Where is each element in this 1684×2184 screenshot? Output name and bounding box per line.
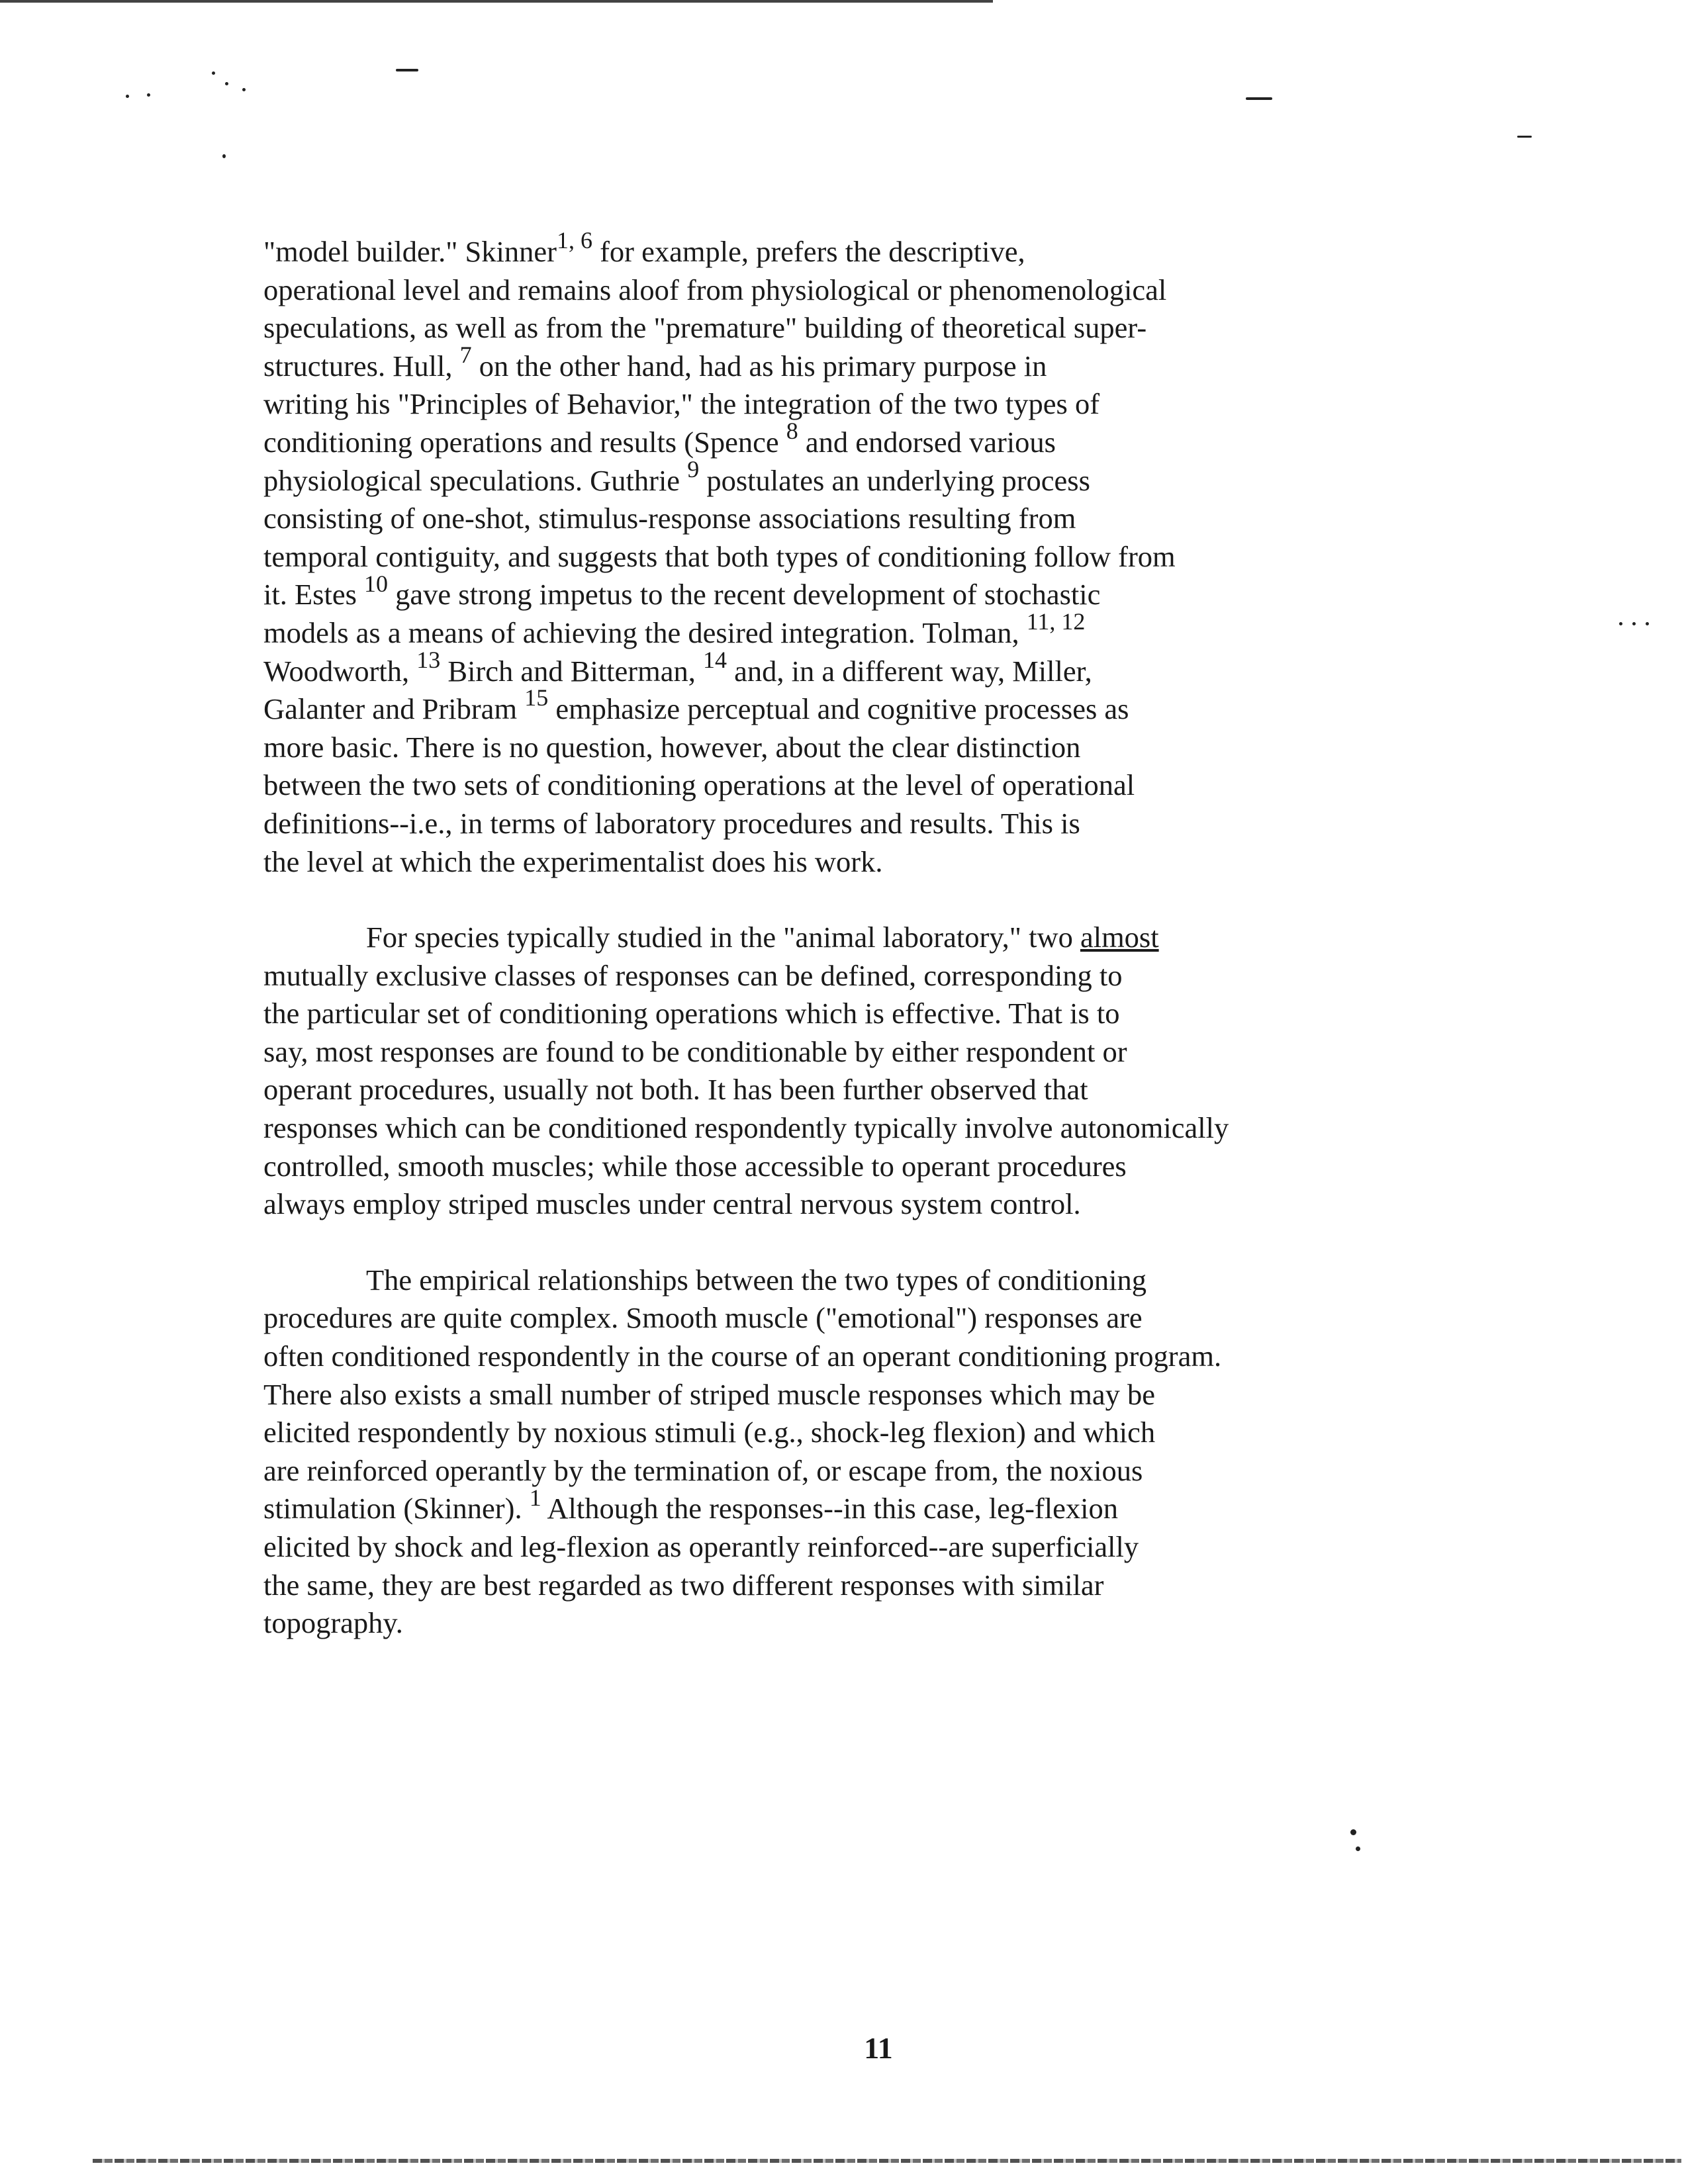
scan-speck bbox=[225, 82, 228, 85]
line: definitions--i.e., in terms of laboratory procedures and results. This is bbox=[263, 806, 1080, 840]
text-run: For species typically studied in the "animal laboratory," two bbox=[366, 921, 1080, 954]
text-run: emphasize perceptual and cognitive processes as bbox=[548, 692, 1129, 726]
paragraph-2 bbox=[263, 919, 1614, 1224]
text-run: postulates an underlying process bbox=[699, 463, 1090, 497]
line: temporal contiguity, and suggests that both types of conditioning follow from bbox=[263, 539, 1176, 573]
line: responses which can be conditioned respondently typically involve autonomically bbox=[263, 1111, 1229, 1145]
line bbox=[263, 341, 1047, 383]
line: between the two sets of conditioning operations at the level of operational bbox=[263, 768, 1135, 802]
citation-superscript: 7 bbox=[459, 341, 472, 368]
text-run: and, in a different way, Miller, bbox=[726, 654, 1092, 688]
line: elicited by shock and leg-flexion as operantly reinforced--are superficially bbox=[263, 1530, 1139, 1563]
scan-speck bbox=[147, 93, 150, 97]
line: often conditioned respondently in the course of an operant conditioning program. bbox=[263, 1340, 1222, 1373]
scan-speck bbox=[242, 88, 246, 91]
text-run: Birch and Bitterman, bbox=[440, 654, 703, 688]
citation-superscript: 10 bbox=[364, 570, 389, 597]
text-run: conditioning operations and results (Spence bbox=[263, 425, 786, 459]
text-run: gave strong impetus to the recent development of stochastic bbox=[388, 578, 1101, 612]
line: topography. bbox=[263, 1606, 403, 1640]
text-run: for example, prefers the descriptive, bbox=[592, 235, 1025, 268]
text-run: it. Estes bbox=[263, 578, 365, 612]
paragraph-1 bbox=[263, 227, 1614, 881]
line: mutually exclusive classes of responses can be defined, corresponding to bbox=[263, 958, 1123, 992]
text-run: on the other hand, had as his primary purpose in bbox=[471, 349, 1047, 383]
citation-superscript: 1, 6 bbox=[556, 227, 592, 254]
line: procedures are quite complex. Smooth muscle ("emotional") responses are bbox=[263, 1301, 1143, 1335]
line bbox=[366, 921, 1159, 954]
line: writing his "Principles of Behavior," the integration of the two types of bbox=[263, 387, 1100, 421]
scan-edge-top bbox=[0, 0, 993, 3]
scan-speck bbox=[1350, 1829, 1356, 1835]
scan-speck bbox=[222, 154, 226, 158]
scan-dash bbox=[396, 69, 418, 71]
text-run: and endorsed various bbox=[798, 425, 1056, 459]
line: operant procedures, usually not both. It has been further observed that bbox=[263, 1073, 1088, 1107]
line: controlled, smooth muscles; while those accessible to operant procedures bbox=[263, 1149, 1127, 1183]
line bbox=[263, 646, 1092, 688]
line: are reinforced operantly by the termination of, or escape from, the noxious bbox=[263, 1453, 1143, 1487]
scan-speck bbox=[212, 71, 215, 75]
citation-superscript: 11, 12 bbox=[1026, 608, 1086, 635]
text-run: "model builder." Skinner bbox=[263, 235, 557, 268]
line bbox=[263, 608, 1086, 649]
line bbox=[263, 455, 1090, 497]
citation-superscript: 13 bbox=[416, 646, 441, 673]
underlined-word: almost bbox=[1080, 921, 1159, 954]
line: always employ striped muscles under central nervous system control. bbox=[263, 1187, 1081, 1221]
scan-dash bbox=[1246, 97, 1272, 100]
scan-dash bbox=[1517, 136, 1532, 138]
citation-superscript: 15 bbox=[524, 684, 549, 711]
text-run: models as a means of achieving the desired integration. Tolman, bbox=[263, 615, 1027, 649]
citation-superscript: 14 bbox=[702, 646, 727, 673]
text-run: structures. Hull, bbox=[263, 349, 460, 383]
citation-superscript: 9 bbox=[687, 455, 700, 482]
line: elicited respondently by noxious stimuli (e.g., shock-leg flexion) and which bbox=[263, 1416, 1156, 1449]
line bbox=[263, 570, 1101, 612]
text-run: Galanter and Pribram bbox=[263, 692, 525, 726]
citation-superscript: 8 bbox=[786, 418, 798, 445]
scan-speck bbox=[1619, 622, 1622, 625]
text-run: Woodworth, bbox=[263, 654, 417, 688]
line: There also exists a small number of striped muscle responses which may be bbox=[263, 1377, 1156, 1411]
line: The empirical relationships between the two types of conditioning bbox=[366, 1263, 1146, 1297]
body-text bbox=[263, 227, 1614, 1643]
scan-speck bbox=[1632, 622, 1636, 625]
line: the same, they are best regarded as two different responses with similar bbox=[263, 1568, 1104, 1602]
paragraph-3 bbox=[263, 1261, 1614, 1643]
line bbox=[263, 418, 1056, 459]
line: speculations, as well as from the "premature" building of theoretical super- bbox=[263, 311, 1147, 345]
scan-speck bbox=[1356, 1846, 1360, 1851]
page-number: 11 bbox=[864, 2031, 893, 2065]
text-run: Although the responses--in this case, leg-flexion bbox=[541, 1492, 1118, 1525]
line: the level at which the experimentalist does his work. bbox=[263, 844, 883, 878]
line bbox=[263, 227, 1025, 268]
scan-speck bbox=[1646, 622, 1649, 625]
scan-speck bbox=[126, 95, 129, 98]
text-run: stimulation (Skinner). bbox=[263, 1492, 530, 1525]
scan-edge-bottom bbox=[93, 2159, 1681, 2163]
line: consisting of one-shot, stimulus-response associations resulting from bbox=[263, 502, 1076, 535]
line: operational level and remains aloof from physiological or phenomenological bbox=[263, 273, 1167, 306]
line bbox=[263, 1484, 1118, 1525]
line: the particular set of conditioning operations which is effective. That is to bbox=[263, 997, 1120, 1030]
citation-superscript: 1 bbox=[529, 1484, 541, 1511]
line: more basic. There is no question, however, about the clear distinction bbox=[263, 730, 1081, 764]
text-run: physiological speculations. Guthrie bbox=[263, 463, 688, 497]
line: say, most responses are found to be conditionable by either respondent or bbox=[263, 1034, 1127, 1068]
line bbox=[263, 684, 1129, 726]
